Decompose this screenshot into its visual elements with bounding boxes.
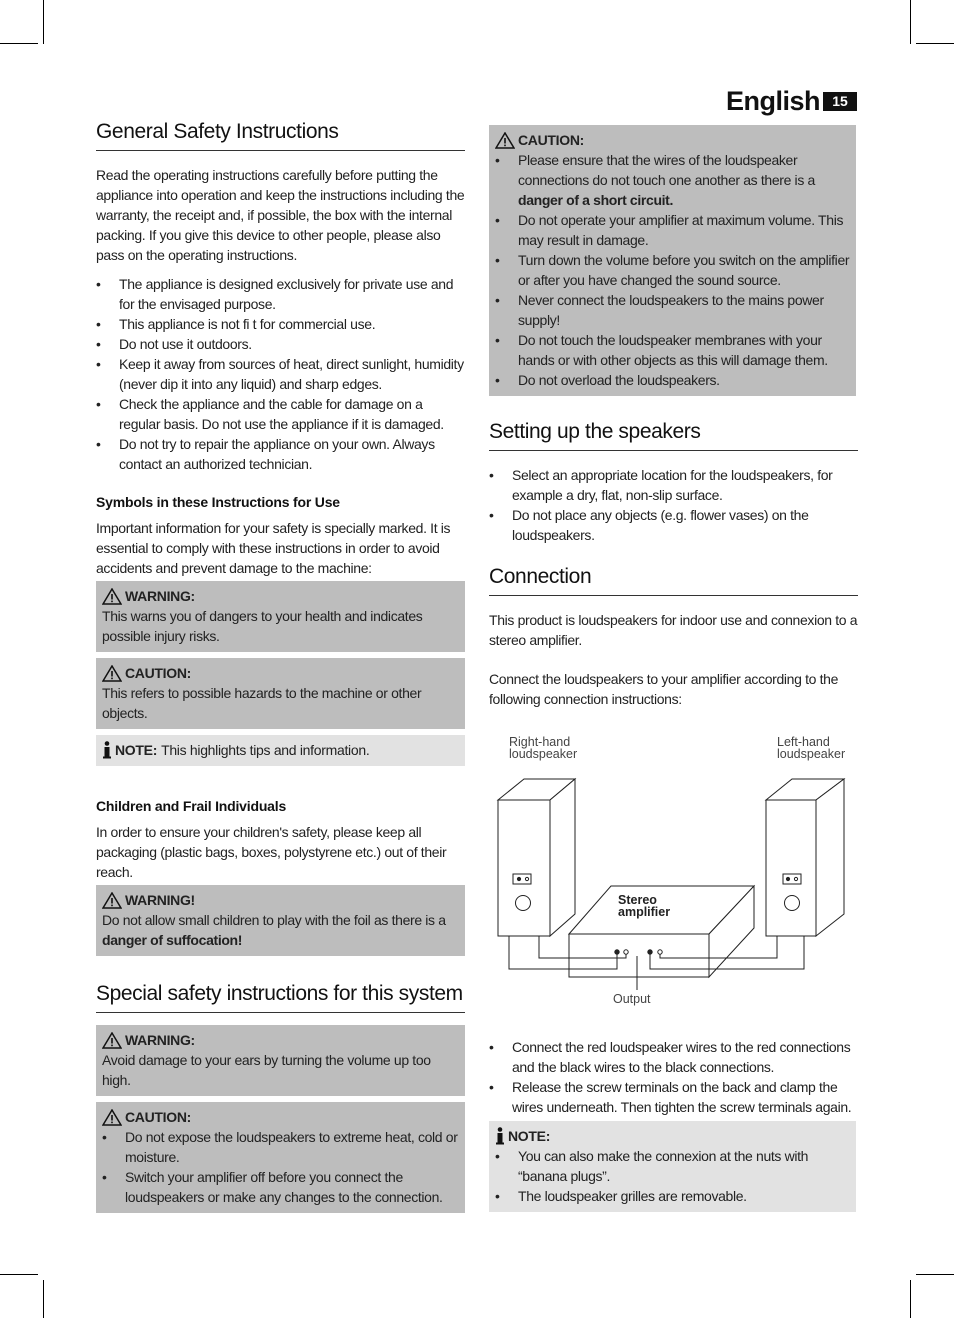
warning-text: This warns you of dangers to your health and indicates possible injury risks. xyxy=(102,608,423,644)
output-label: Output xyxy=(613,992,651,1006)
info-icon xyxy=(495,1127,505,1145)
left-loudspeaker-drawing xyxy=(766,779,844,936)
warning-label: WARNING: xyxy=(125,588,195,604)
left-loudspeaker-label: Left-hand xyxy=(777,735,830,749)
left-loudspeaker-label: loudspeaker xyxy=(777,747,846,761)
crop-mark xyxy=(0,43,38,44)
warning-triangle-icon xyxy=(102,892,122,909)
crop-mark xyxy=(910,0,911,44)
connection-instructions: Connect the loudspeakers to your amplifier according to the following connection instructions: xyxy=(489,671,839,707)
children-title: Children and Frail Individuals xyxy=(96,798,287,814)
list-item: • Do not try to repair the appliance on your own. Always contact an authorized technician. xyxy=(96,434,465,474)
crop-mark xyxy=(43,0,44,44)
list-item: • The appliance is designed exclusively for private use and for the envisaged purpose. xyxy=(96,274,465,314)
right-loudspeaker-drawing xyxy=(498,779,575,936)
caution-triangle-icon xyxy=(102,1109,122,1126)
list-item: • Connect the red loudspeaker wires to the red connections and the black wires to the black connections. xyxy=(489,1037,858,1077)
children-intro: In order to ensure your children's safety, please keep all packaging (plastic bags, boxes, polystyrene etc.) out of their reach. xyxy=(96,824,447,880)
special-caution-box xyxy=(96,1102,465,1213)
connection-intro: This product is loudspeakers for indoor use and connexion to a stereo amplifier. xyxy=(489,612,858,648)
caution-triangle-icon xyxy=(495,132,515,149)
note-text: This highlights tips and information. xyxy=(161,742,370,758)
setup-title: Setting up the speakers xyxy=(489,420,858,451)
caution-label: CAUTION: xyxy=(125,665,192,681)
warning-triangle-icon xyxy=(102,588,122,605)
list-item: • Do not use it outdoors. xyxy=(96,334,465,354)
special-caution-label: CAUTION: xyxy=(125,1109,192,1125)
special-warning-label: WARNING: xyxy=(125,1032,195,1048)
connection-bullet-list xyxy=(489,1037,858,1117)
crop-mark xyxy=(910,1280,911,1318)
left-column xyxy=(96,120,465,1219)
list-item: • Do not touch the loudspeaker membranes with your hands or with other objects as this will damage them. xyxy=(495,330,850,370)
list-item: • Turn down the volume before you switch on the amplifier or after you have changed the sound source. xyxy=(495,250,850,290)
crop-mark xyxy=(43,1280,44,1318)
general-intro: Read the operating instructions carefully before putting the appliance into operation and keep the instructions including the warranty, the receipt and, if possible, the box with the internal packing. If you give this device to other people, please also pass on the operating instructions. xyxy=(96,167,465,263)
note-box xyxy=(96,735,465,766)
amplifier-label: Stereo xyxy=(618,893,657,907)
list-item: • Release the screw terminals on the back and clamp the wires underneath. Then tighten the screw terminals again. xyxy=(489,1077,858,1117)
list-item: • Please ensure that the wires of the loudspeaker connections do not touch one another as there is a danger of a short circuit. xyxy=(495,150,850,210)
caution-text: This refers to possible hazards to the machine or other objects. xyxy=(102,685,422,721)
right-caution-box xyxy=(489,125,856,396)
list-item: • Never connect the loudspeakers to the mains power supply! xyxy=(495,290,850,330)
setup-bullet-list xyxy=(489,465,858,545)
right-loudspeaker-label: Right-hand xyxy=(509,735,571,749)
connection-note-label: NOTE: xyxy=(508,1128,551,1144)
list-item: • You can also make the connexion at the nuts with “banana plugs”. xyxy=(495,1146,850,1186)
special-safety-title: Special safety instructions for this system xyxy=(96,982,465,1013)
list-item: • The loudspeaker grilles are removable. xyxy=(495,1186,850,1206)
page-number: 15 xyxy=(823,92,857,111)
crop-mark xyxy=(916,43,954,44)
symbols-intro: Important information for your safety is specially marked. It is essential to comply with these instructions in order to avoid accidents and prevent damage to the machine: xyxy=(96,520,451,576)
general-safety-title: General Safety Instructions xyxy=(96,120,465,151)
connection-diagram xyxy=(489,732,858,1012)
crop-mark xyxy=(916,1274,954,1275)
stereo-amplifier-drawing xyxy=(569,886,754,977)
warning-box xyxy=(96,581,465,652)
special-caution-list xyxy=(102,1127,459,1207)
list-item: • Do not place any objects (e.g. flower vases) on the loudspeakers. xyxy=(489,505,858,545)
children-warning-label: WARNING! xyxy=(125,892,195,908)
amplifier-label: amplifier xyxy=(618,905,671,919)
crop-mark xyxy=(0,1274,38,1275)
list-item: • Keep it away from sources of heat, direct sunlight, humidity (never dip it into any liquid) and sharp edges. xyxy=(96,354,465,394)
list-item: • Do not operate your amplifier at maximum volume. This may result in damage. xyxy=(495,210,850,250)
right-caution-label: CAUTION: xyxy=(518,132,585,148)
caution-triangle-icon xyxy=(102,665,122,682)
connection-note-box xyxy=(489,1121,856,1212)
info-icon xyxy=(102,741,112,759)
list-item: • Do not overload the loudspeakers. xyxy=(495,370,850,390)
children-warning-text: Do not allow small children to play with the foil as there is a danger of suffocation! xyxy=(102,912,446,948)
symbols-title: Symbols in these Instructions for Use xyxy=(96,494,340,510)
children-warning-box xyxy=(96,885,465,956)
warning-triangle-icon xyxy=(102,1032,122,1049)
right-loudspeaker-label: loudspeaker xyxy=(509,747,578,761)
special-warning-text: Avoid damage to your ears by turning the volume up too high. xyxy=(102,1052,431,1088)
right-caution-list xyxy=(495,150,850,390)
general-bullet-list xyxy=(96,274,465,474)
right-column xyxy=(489,125,858,1218)
connection-note-list xyxy=(495,1146,850,1206)
caution-box xyxy=(96,658,465,729)
list-item: • Check the appliance and the cable for damage on a regular basis. Do not use the appliance if it is damaged. xyxy=(96,394,465,434)
note-label: NOTE: xyxy=(115,742,158,758)
language-heading: English xyxy=(726,86,821,116)
list-item: • Switch your amplifier off before you connect the loudspeakers or make any changes to the connection. xyxy=(102,1167,459,1207)
list-item: • Do not expose the loudspeakers to extreme heat, cold or moisture. xyxy=(102,1127,459,1167)
list-item: • Select an appropriate location for the loudspeakers, for example a dry, flat, non-slip surface. xyxy=(489,465,858,505)
list-item: • This appliance is not fi t for commercial use. xyxy=(96,314,465,334)
special-warning-box xyxy=(96,1025,465,1096)
connection-title: Connection xyxy=(489,565,858,596)
